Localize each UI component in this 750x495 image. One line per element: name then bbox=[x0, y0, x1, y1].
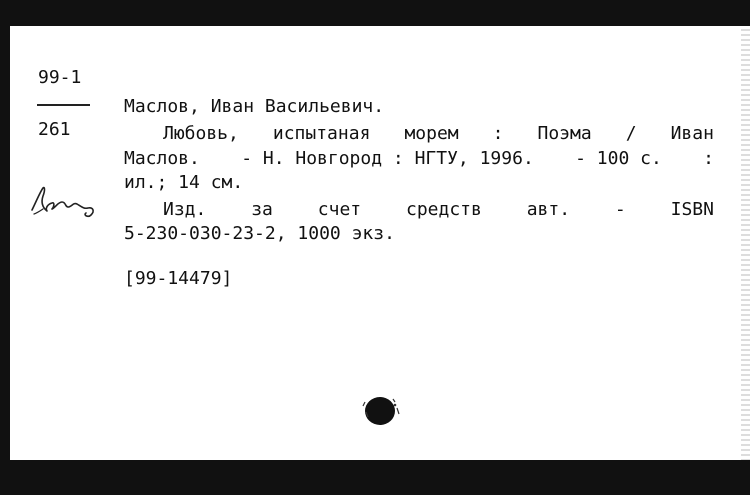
note-word: счет bbox=[317, 199, 362, 220]
call-number-top: 99-1 bbox=[38, 67, 82, 88]
title-segment: - Н. Новгород : НГТУ, 1996. bbox=[241, 148, 534, 169]
title-segment: : bbox=[703, 148, 714, 169]
note-word: авт. bbox=[526, 199, 571, 220]
note-word: ISBN bbox=[670, 199, 714, 220]
note-word: за bbox=[251, 199, 273, 220]
handwritten-signature-icon bbox=[28, 180, 100, 222]
title-word: Поэма bbox=[537, 123, 592, 144]
title-word: / bbox=[625, 123, 637, 144]
call-number-divider bbox=[37, 104, 90, 106]
note-word: - bbox=[614, 199, 626, 220]
scan-top-border bbox=[0, 0, 750, 26]
title-line-3: ил.; 14 см. bbox=[124, 172, 244, 193]
title-word: морем bbox=[404, 123, 459, 144]
punch-hole-icon bbox=[355, 390, 401, 430]
note-line-1 bbox=[163, 199, 714, 221]
card-right-edge bbox=[741, 26, 750, 460]
call-number-bottom: 261 bbox=[38, 119, 71, 140]
title-segment: Маслов. bbox=[124, 148, 200, 169]
scan-bottom-border bbox=[0, 460, 750, 495]
author-heading: Маслов, Иван Васильевич. bbox=[124, 96, 385, 117]
title-word: Иван bbox=[670, 123, 714, 144]
title-word: : bbox=[492, 123, 504, 144]
note-word: средств bbox=[405, 199, 482, 220]
title-word: Любовь, bbox=[163, 123, 239, 144]
title-word: испытаная bbox=[272, 123, 371, 144]
title-line-2 bbox=[124, 148, 714, 170]
record-number: [99-14479] bbox=[124, 268, 233, 289]
note-line-2: 5-230-030-23-2, 1000 экз. bbox=[124, 223, 395, 244]
title-segment: - 100 с. bbox=[575, 148, 662, 169]
title-line-1 bbox=[163, 123, 714, 145]
note-word: Изд. bbox=[163, 199, 207, 220]
